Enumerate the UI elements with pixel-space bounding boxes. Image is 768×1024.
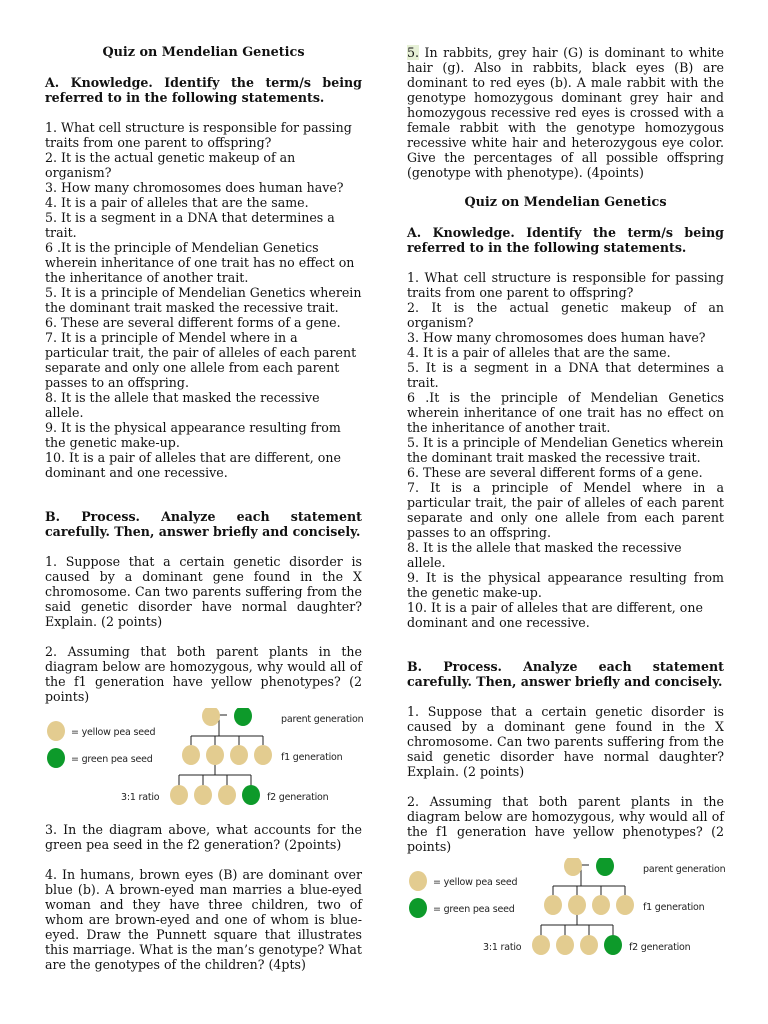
knowledge-item: 5. It is a segment in a DNA that determines a trait.: [407, 360, 724, 390]
knowledge-item: 9. It is the physical appearance resulting from the genetic make-up.: [45, 420, 341, 450]
parent-yellow-seed: [202, 708, 220, 726]
knowledge-list: [45, 120, 362, 480]
f1-yellow-seed: [254, 745, 272, 765]
question-5-text: In rabbits, grey hair (G) is dominant to white hair (g). Also in rabbits, black eyes (B) are dominant to red eyes (b). A male rabbit with the genotype homozygous dominant grey hair and homozygous recessive red eyes is crossed with a female rabbit with the genotype homozygous recessive white hair and heterozygous eye color. Give the percentages of all possible offspring (genotype with phenotype). (4points): [407, 45, 724, 180]
quiz-title: Quiz on Mendelian Genetics: [464, 195, 667, 210]
ratio-label: 3:1 ratio: [483, 942, 522, 953]
knowledge-item: 7. It is a principle of Mendel where in a particular trait, the pair of alleles of each parent separate and only one allele from each parent passes to an offspring.: [45, 330, 357, 390]
knowledge-item: 2. It is the actual genetic makeup of an organism?: [407, 300, 724, 330]
f2-generation-label: f2 generation: [629, 942, 691, 953]
parent-generation-label: parent generation: [281, 714, 364, 725]
knowledge-item: 9. It is the physical appearance resulting from the genetic make-up.: [407, 570, 724, 600]
legend-yellow-label: = yellow pea seed: [71, 727, 156, 738]
legend-yellow-seed: [409, 871, 427, 891]
knowledge-item: 8. It is the allele that masked the recessive allele.: [45, 390, 320, 420]
parent-generation-label: parent generation: [643, 864, 726, 875]
knowledge-item: 4. It is a pair of alleles that are the same.: [45, 195, 309, 210]
pea-cross-diagram: [407, 858, 724, 968]
knowledge-item: 6. These are several different forms of a gene.: [45, 315, 341, 330]
parent-green-seed: [596, 858, 614, 876]
f1-yellow-seed: [616, 895, 634, 915]
knowledge-item: 6 .It is the principle of Mendelian Genetics wherein inheritance of one trait has no effect on the inheritance of another trait.: [407, 390, 724, 435]
knowledge-item: 8. It is the allele that masked the recessive allele.: [407, 540, 682, 570]
left-column: [45, 0, 362, 972]
f1-yellow-seed: [544, 895, 562, 915]
question-5-number: 5.: [407, 45, 420, 60]
knowledge-item: 3. How many chromosomes does human have?: [45, 180, 344, 195]
f2-yellow-seed: [532, 935, 550, 955]
f2-yellow-seed: [170, 785, 188, 805]
knowledge-item: 5. It is a principle of Mendelian Genetics wherein the dominant trait masked the recessive trait.: [407, 435, 724, 465]
legend-yellow-seed: [47, 721, 65, 741]
legend-green-seed: [47, 748, 65, 768]
knowledge-item: 7. It is a principle of Mendel where in a particular trait, the pair of alleles of each parent separate and only one allele from each parent passes to an offspring.: [407, 480, 724, 540]
parent-yellow-seed: [564, 858, 582, 876]
right-column: [407, 0, 724, 968]
knowledge-item: 6 .It is the principle of Mendelian Genetics wherein inheritance of one trait has no effect on the inheritance of another trait.: [45, 240, 355, 285]
section-b-heading: B. Process. Analyze each statement carefully. Then, answer briefly and concisely.: [407, 659, 724, 689]
ratio-label: 3:1 ratio: [121, 792, 160, 803]
section-a-heading: A. Knowledge. Identify the term/s being referred to in the following statements.: [407, 225, 724, 255]
knowledge-item: 5. It is a segment in a DNA that determines a trait.: [45, 210, 335, 240]
f2-green-seed: [242, 785, 260, 805]
f1-generation-label: f1 generation: [281, 752, 343, 763]
knowledge-list: [407, 270, 724, 630]
knowledge-item: 10. It is a pair of alleles that are different, one dominant and one recessive.: [407, 600, 703, 630]
process-question-4: 4. In humans, brown eyes (B) are dominant over blue (b). A brown-eyed man marries a blue-eyed woman and they have three children, two of whom are brown-eyed and one of whom is blue-eyed. Draw the Punnett square that illustrates this marriage. What is the man’s genotype? What are the genotypes of the children? (4pts): [45, 867, 362, 972]
process-question-2: 2. Assuming that both parent plants in the diagram below are homozygous, why would all of the f1 generation have yellow phenotypes? (2 points): [45, 644, 362, 704]
f2-green-seed: [604, 935, 622, 955]
f2-yellow-seed: [194, 785, 212, 805]
knowledge-item: 4. It is a pair of alleles that are the same.: [407, 345, 671, 360]
knowledge-item: 6. These are several different forms of a gene.: [407, 465, 703, 480]
process-question-5: [407, 45, 724, 180]
f1-generation-label: f1 generation: [643, 902, 705, 913]
f1-yellow-seed: [230, 745, 248, 765]
f1-yellow-seed: [182, 745, 200, 765]
process-question-2: 2. Assuming that both parent plants in the diagram below are homozygous, why would all of the f1 generation have yellow phenotypes? (2 points): [407, 794, 724, 854]
f2-yellow-seed: [556, 935, 574, 955]
legend-yellow-label: = yellow pea seed: [433, 877, 518, 888]
process-question-1: 1. Suppose that a certain genetic disorder is caused by a dominant gene found in the X chromosome. Can two parents suffering from the said genetic disorder have normal daughter? Explain. (2 points): [45, 554, 362, 629]
f1-yellow-seed: [568, 895, 586, 915]
knowledge-item: 1. What cell structure is responsible for passing traits from one parent to offspring?: [45, 120, 352, 150]
f1-yellow-seed: [206, 745, 224, 765]
knowledge-item: 1. What cell structure is responsible for passing traits from one parent to offspring?: [407, 270, 724, 300]
section-a-heading: A. Knowledge. Identify the term/s being referred to in the following statements.: [45, 75, 362, 105]
knowledge-item: 3. How many chromosomes does human have?: [407, 330, 706, 345]
legend-green-label: = green pea seed: [433, 904, 515, 915]
knowledge-item: 2. It is the actual genetic makeup of an organism?: [45, 150, 296, 180]
quiz-title: Quiz on Mendelian Genetics: [102, 45, 305, 60]
f2-generation-label: f2 generation: [267, 792, 329, 803]
f1-yellow-seed: [592, 895, 610, 915]
legend-green-label: = green pea seed: [71, 754, 153, 765]
pea-cross-diagram: [45, 708, 362, 818]
f2-yellow-seed: [218, 785, 236, 805]
legend-green-seed: [409, 898, 427, 918]
process-question-1: 1. Suppose that a certain genetic disorder is caused by a dominant gene found in the X chromosome. Can two parents suffering from the said genetic disorder have normal daughter? Explain. (2 points): [407, 704, 724, 779]
knowledge-item: 5. It is a principle of Mendelian Genetics wherein the dominant trait masked the recessive trait.: [45, 285, 362, 315]
process-question-3: 3. In the diagram above, what accounts for the green pea seed in the f2 generation? (2points): [45, 822, 362, 852]
f2-yellow-seed: [580, 935, 598, 955]
parent-green-seed: [234, 708, 252, 726]
knowledge-item: 10. It is a pair of alleles that are different, one dominant and one recessive.: [45, 450, 341, 480]
section-b-heading: B. Process. Analyze each statement carefully. Then, answer briefly and concisely.: [45, 509, 362, 539]
